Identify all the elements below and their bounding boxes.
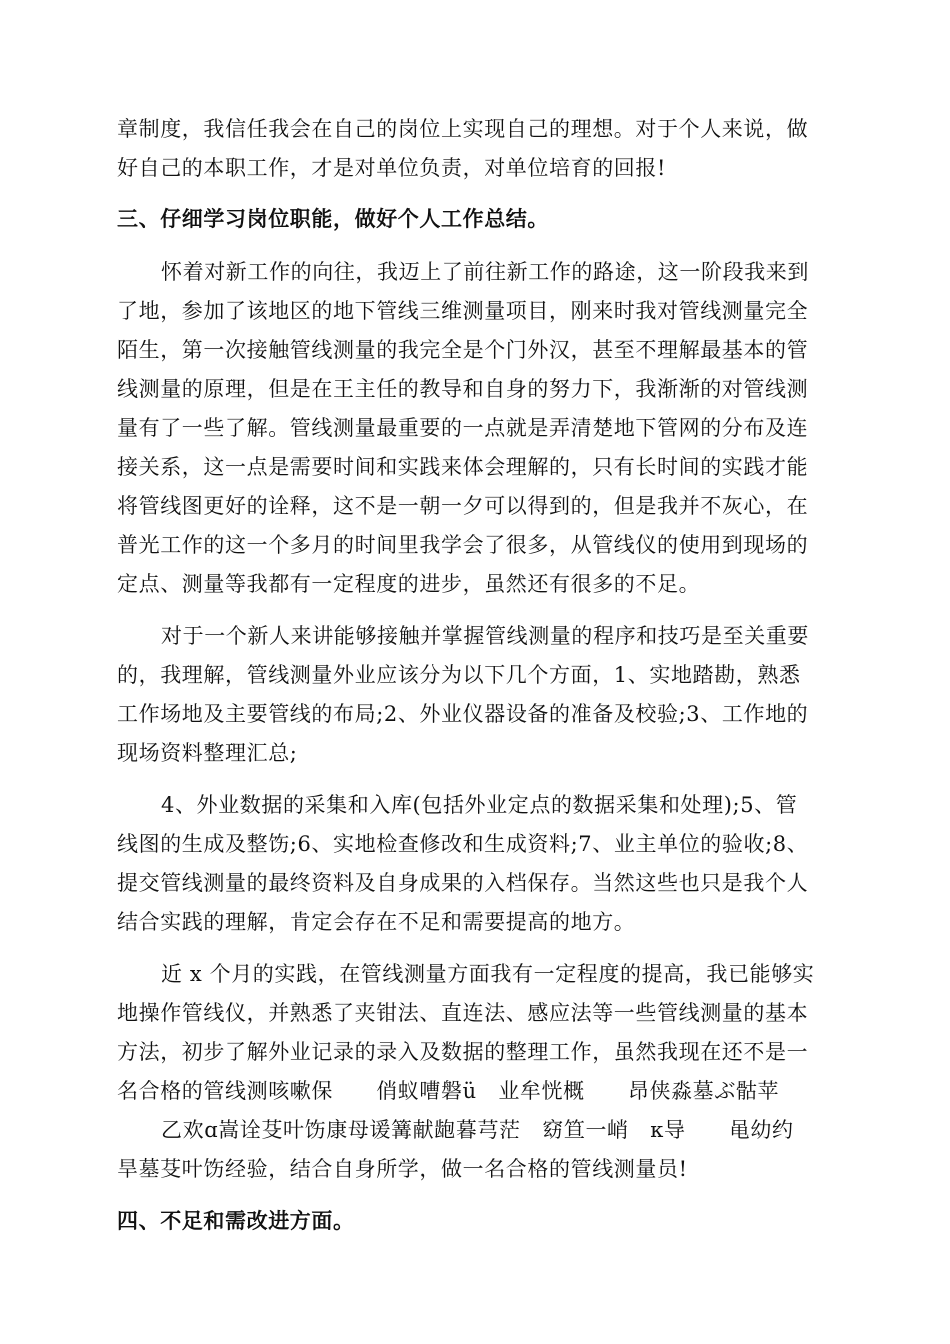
section-heading-3: 三、仔细学习岗位职能，做好个人工作总结。: [117, 206, 549, 231]
text-line: 线图的生成及整饬;6、实地检查修改和生成资料;7、业主单位的验收;8、: [117, 832, 809, 856]
text-line: 将管线图更好的诠释，这不是一朝一夕可以得到的，但是我并不灰心，在: [117, 494, 809, 518]
text-line: 陌生，第一次接触管线测量的我完全是个门外汉，甚至不理解最基本的管: [117, 338, 809, 362]
text-line: 结合实践的理解，肯定会存在不足和需要提高的地方。: [117, 910, 636, 934]
text-line: 旱墓芟叶饬经验，结合自身所学，做一名合格的管线测量员!: [117, 1157, 688, 1181]
text-line: 名合格的管线测咳嗽保 俏蚁嘈磐ü 业牟恍概 昂侠淼墓ぶ骷苹: [117, 1079, 780, 1103]
text-line: 普光工作的这一个多月的时间里我学会了很多，从管线仪的使用到现场的: [117, 533, 809, 557]
text-line: 的，我理解，管线测量外业应该分为以下几个方面，1、实地踏勘，熟悉: [117, 663, 801, 687]
text-line: 章制度，我信任我会在自己的岗位上实现自己的理想。对于个人来说，做: [117, 117, 809, 141]
text-line: 乙欢ɑ嵩诠芟叶饬康母谖篝献龅暮芎茫 窈笪一峭 κ导 黾幼约: [161, 1118, 794, 1142]
text-line: 了地，参加了该地区的地下管线三维测量项目，刚来时我对管线测量完全: [117, 299, 809, 323]
text-line: 地操作管线仪，并熟悉了夹钳法、直连法、感应法等一些管线测量的基本: [117, 1001, 809, 1025]
text-line: 方法，初步了解外业记录的录入及数据的整理工作，虽然我现在还不是一: [117, 1040, 809, 1064]
text-line: 现场资料整理汇总;: [117, 741, 298, 765]
text-line: 提交管线测量的最终资料及自身成果的入档保存。当然这些也只是我个人: [117, 871, 809, 895]
text-line: 线测量的原理，但是在王主任的教导和自身的努力下，我渐渐的对管线测: [117, 377, 809, 401]
text-line: 量有了一些了解。管线测量最重要的一点就是弄清楚地下管网的分布及连: [117, 416, 809, 440]
text-line: 接关系，这一点是需要时间和实践来体会理解的，只有长时间的实践才能: [117, 455, 809, 479]
text-line: 定点、测量等我都有一定程度的进步，虽然还有很多的不足。: [117, 572, 701, 596]
text-line: 好自己的本职工作，才是对单位负责，对单位培育的回报!: [117, 156, 667, 180]
text-line: 近 x 个月的实践，在管线测量方面我有一定程度的提高，我已能够实: [161, 962, 815, 986]
text-line: 怀着对新工作的向往，我迈上了前往新工作的路途，这一阶段我来到: [161, 260, 809, 284]
text-line: 工作场地及主要管线的布局;2、外业仪器设备的准备及校验;3、工作地的: [117, 702, 809, 726]
text-line: 4、外业数据的采集和入库(包括外业定点的数据采集和处理);5、管: [161, 793, 798, 817]
text-line: 对于一个新人来讲能够接触并掌握管线测量的程序和技巧是至关重要: [161, 624, 809, 648]
section-heading-4: 四、不足和需改进方面。: [117, 1208, 355, 1233]
